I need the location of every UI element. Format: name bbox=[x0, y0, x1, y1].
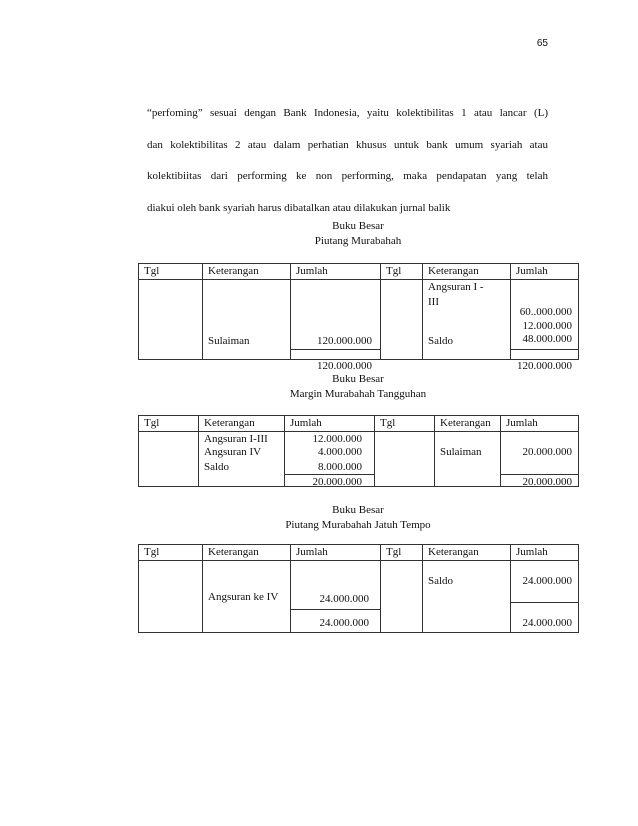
paragraph-line: kolektibiitas dari performing ke non performing, maka pendapatan yang telah bbox=[147, 170, 548, 182]
header-jumlah: Jumlah bbox=[291, 264, 381, 280]
body-row bbox=[139, 561, 579, 633]
tgl-cell bbox=[381, 280, 423, 360]
body-row bbox=[139, 432, 579, 487]
tgl-cell bbox=[139, 561, 203, 633]
entry-amount: 4.000.000 bbox=[318, 446, 362, 458]
paragraph-line: dan kolektibilitas 2 atau dalam perhatian khusus untuk bank umum syariah atau bbox=[147, 138, 548, 151]
total-line bbox=[291, 609, 380, 610]
header-tgl: Tgl bbox=[375, 416, 435, 432]
entry-desc: Angsuran IV bbox=[204, 446, 262, 458]
entry-amount: 24.000.000 bbox=[319, 593, 369, 605]
header-jumlah: Jumlah bbox=[511, 264, 579, 280]
body-row bbox=[139, 280, 579, 360]
ledger-title-line: Buku Besar bbox=[332, 504, 384, 516]
total-amount: 24.000.000 bbox=[319, 617, 369, 629]
entry-desc: Angsuran I - bbox=[428, 281, 484, 293]
ledger-account-name: Piutang Murabahah bbox=[314, 235, 402, 247]
body-paragraph bbox=[147, 98, 548, 224]
jumlah-cell bbox=[291, 280, 381, 372]
total-line bbox=[511, 602, 578, 603]
jumlah-cell bbox=[511, 561, 579, 633]
jumlah-cell bbox=[291, 561, 381, 633]
total-amount: 24.000.000 bbox=[522, 617, 572, 629]
ledger3-table bbox=[138, 544, 579, 633]
keterangan-cell bbox=[435, 432, 501, 487]
entry-desc: Angsuran ke IV bbox=[208, 591, 279, 603]
entry-desc: Sulaiman bbox=[440, 446, 482, 458]
entry-amount: 20.000.000 bbox=[522, 446, 572, 458]
keterangan-cell bbox=[423, 280, 511, 360]
header-row bbox=[139, 264, 579, 280]
paragraph-line: “perfoming” sesuai dengan Bank Indonesia, yaitu kolektibilitas 1 atau lancar (L) bbox=[147, 107, 548, 119]
ledger-account-name: Piutang Murabahah Jatuh Tempo bbox=[285, 519, 431, 531]
ledger1-title bbox=[138, 219, 578, 249]
entry-desc: Angsuran I-III bbox=[204, 433, 268, 445]
page-number: 65 bbox=[536, 38, 548, 49]
entry-amount: 12.000.000 bbox=[312, 433, 362, 445]
header-tgl: Tgl bbox=[139, 545, 203, 561]
total-amount: 20.000.000 bbox=[522, 476, 572, 488]
entry-desc: Sulaiman bbox=[208, 335, 250, 347]
header-jumlah: Jumlah bbox=[511, 545, 579, 561]
entry-amount: 120.000.000 bbox=[317, 335, 372, 347]
keterangan-cell bbox=[423, 561, 511, 633]
tgl-cell bbox=[139, 432, 199, 487]
header-jumlah: Jumlah bbox=[501, 416, 579, 432]
paragraph-line: diakui oleh bank syariah harus dibatalkan atau dilakukan jurnal balik bbox=[147, 201, 451, 214]
jumlah-cell bbox=[511, 280, 579, 372]
ledger2-title bbox=[138, 372, 578, 402]
header-tgl: Tgl bbox=[381, 545, 423, 561]
total-amount: 120.000.000 bbox=[517, 360, 572, 372]
total-amount: 20.000.000 bbox=[312, 476, 362, 488]
header-jumlah: Jumlah bbox=[285, 416, 375, 432]
header-row bbox=[139, 416, 579, 432]
entry-amount: 12.000.000 bbox=[522, 320, 572, 332]
total-line bbox=[511, 349, 578, 350]
entry-desc: Saldo bbox=[204, 461, 230, 473]
total-line bbox=[291, 349, 380, 350]
total-amount: 120.000.000 bbox=[317, 360, 372, 372]
header-tgl: Tgl bbox=[381, 264, 423, 280]
header-keterangan: Keterangan bbox=[423, 545, 511, 561]
header-keterangan: Keterangan bbox=[435, 416, 501, 432]
tgl-cell bbox=[375, 432, 435, 487]
header-keterangan: Keterangan bbox=[199, 416, 285, 432]
entry-amount: 60..000.000 bbox=[519, 306, 572, 318]
header-keterangan: Keterangan bbox=[423, 264, 511, 280]
ledger-title-line: Buku Besar bbox=[332, 373, 384, 385]
entry-amount: 8.000.000 bbox=[318, 461, 362, 473]
header-tgl: Tgl bbox=[139, 416, 199, 432]
header-row bbox=[139, 545, 579, 561]
ledger2-table bbox=[138, 415, 579, 487]
entry-amount: 24.000.000 bbox=[522, 575, 572, 587]
keterangan-cell bbox=[199, 432, 285, 487]
header-tgl: Tgl bbox=[139, 264, 203, 280]
jumlah-cell bbox=[285, 432, 375, 487]
ledger-title-line: Buku Besar bbox=[332, 220, 384, 232]
keterangan-cell bbox=[203, 561, 291, 633]
ledger1-table bbox=[138, 263, 579, 372]
tgl-cell bbox=[381, 561, 423, 633]
entry-amount: 48.000.000 bbox=[522, 333, 572, 345]
header-jumlah: Jumlah bbox=[291, 545, 381, 561]
entry-desc: III bbox=[428, 296, 439, 308]
header-keterangan: Keterangan bbox=[203, 545, 291, 561]
tgl-cell bbox=[139, 280, 203, 360]
entry-desc: Saldo bbox=[428, 575, 454, 587]
ledger3-title bbox=[138, 503, 578, 533]
jumlah-cell bbox=[501, 432, 579, 487]
entry-desc: Saldo bbox=[428, 335, 454, 347]
ledger-account-name: Margin Murabahah Tangguhan bbox=[289, 388, 427, 400]
header-keterangan: Keterangan bbox=[203, 264, 291, 280]
keterangan-cell bbox=[203, 280, 291, 360]
